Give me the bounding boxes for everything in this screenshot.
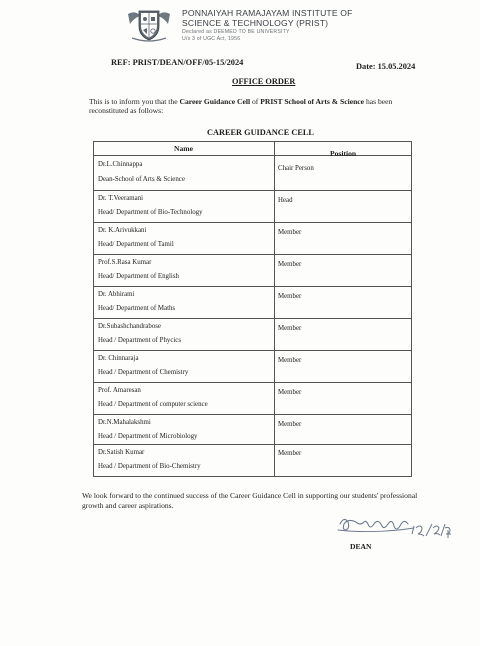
member-name: Dr.Satish Kumar: [98, 449, 145, 456]
reference-number: REF: PRIST/DEAN/OFF/05-15/2024: [111, 58, 244, 67]
table-row: [94, 415, 411, 445]
intro-text-2: of: [250, 97, 261, 106]
institute-logo-icon: [126, 8, 172, 42]
members-table: [93, 141, 412, 477]
member-position: Member: [278, 229, 302, 236]
table-row: [94, 351, 411, 383]
member-name: Dr. Chinnaraja: [98, 355, 139, 362]
member-designation: Head / Department of Phycics: [98, 337, 182, 344]
member-position: Member: [278, 450, 302, 457]
table-row: [94, 287, 411, 319]
intro-school-name: PRIST School of Arts & Science: [260, 97, 365, 106]
order-date: Date: 15.05.2024: [356, 62, 416, 71]
table-row: [94, 319, 411, 351]
intro-text-1: This is to inform you that the: [89, 97, 180, 106]
member-designation: Head / Department of Microbiology: [98, 433, 198, 440]
member-position: Head: [278, 197, 293, 204]
institute-name-line2: SCIENCE & TECHNOLOGY (PRIST): [182, 18, 329, 28]
institute-status-line1: Declared as DEEMED TO BE UNIVERSITY: [182, 29, 290, 35]
table-row: [94, 445, 411, 476]
member-designation: Head/ Department of Bio-Technology: [98, 209, 203, 216]
institute-name-line1: PONNAIYAH RAMAJAYAM INSTITUTE OF: [182, 8, 353, 18]
member-designation: Dean-School of Arts & Science: [98, 176, 185, 183]
member-name: Dr.Subashchandrabose: [98, 323, 161, 330]
intro-text-3: has been reconstituted as follows:: [89, 97, 393, 116]
dean-signature-icon: [334, 504, 454, 544]
member-position: Member: [278, 389, 302, 396]
member-designation: Head/ Department of Tamil: [98, 241, 174, 248]
table-row: [94, 223, 411, 255]
member-position: Member: [278, 261, 302, 268]
table-row: [94, 255, 411, 287]
member-position: Member: [278, 421, 302, 428]
institute-name: [182, 8, 352, 28]
member-designation: Head / Department of Bio-Chemistry: [98, 463, 201, 470]
member-designation: Head / Department of Chemistry: [98, 369, 189, 376]
member-name: Dr. Abhirami: [98, 291, 135, 298]
member-name: Dr.L.Chinnappa: [98, 161, 143, 168]
table-row: [94, 383, 411, 415]
member-name: Prof. Amaresan: [98, 387, 141, 394]
institute-status: [182, 29, 290, 42]
table-row: [94, 191, 411, 223]
office-order-title: OFFICE ORDER: [232, 77, 296, 86]
member-position: Chair Person: [278, 165, 314, 172]
member-position: Member: [278, 357, 302, 364]
intro-paragraph: [89, 97, 419, 116]
member-name: Dr. T.Veeramani: [98, 195, 144, 202]
member-name: Dr.N.Mahalakshmi: [98, 419, 151, 426]
header-position: Position: [330, 149, 357, 158]
table-row: [94, 156, 411, 191]
member-designation: Head/ Department of Maths: [98, 305, 176, 312]
intro-cell-name: Career Guidance Cell: [179, 97, 251, 106]
signatory-title: DEAN: [350, 542, 372, 551]
member-name: Dr. K.Arivukkani: [98, 227, 147, 234]
table-header: [94, 142, 411, 156]
member-position: Member: [278, 293, 302, 300]
committee-title: CAREER GUIDANCE CELL: [207, 128, 314, 137]
member-name: Prof.S.Rasa Kumar: [98, 259, 152, 266]
institute-status-line2: U/s 3 of UGC Act, 1956: [182, 35, 241, 42]
member-designation: Head/ Department of English: [98, 273, 179, 280]
member-position: Member: [278, 325, 302, 332]
header-name: Name: [174, 144, 193, 153]
member-designation: Head / Department of computer science: [98, 401, 208, 408]
closing-paragraph: We look forward to the continued success of the Career Guidance Cell in supporting our students' professional growth and career aspirations.: [82, 491, 418, 510]
